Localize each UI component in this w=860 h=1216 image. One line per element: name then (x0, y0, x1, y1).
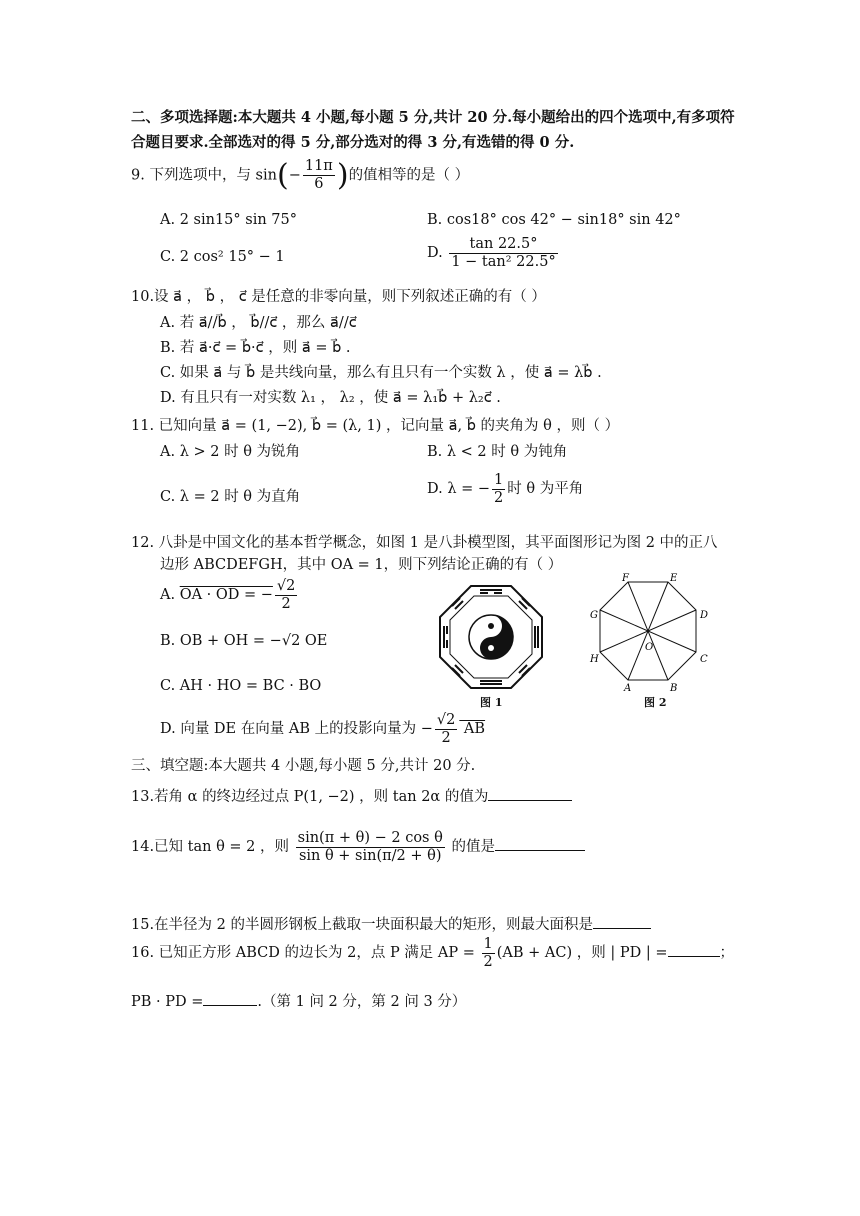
q16-half-fraction: $\frac{1}{2}$ (483, 936, 493, 970)
q9-option-b: B. cos18° cos 42° − sin18° sin 42° (427, 212, 681, 228)
q15-answer-blank[interactable] (593, 928, 651, 929)
question-15: 15.在半径为 2 的半圆形钢板上截取一块面积最大的矩形，则最大面积是 (131, 913, 651, 934)
figure-1-caption: 图 1 (480, 696, 503, 709)
q14-answer-blank[interactable] (495, 850, 585, 851)
question-11-stem: 11. 已知向量 a⃗ = (1, −2), b⃗ = (λ, 1) ，记向量 a⃗, b⃗ 的夹角为 θ ，则（ ） (131, 418, 620, 434)
q16-answer-blank-2[interactable] (203, 1005, 257, 1006)
bagua-image (438, 584, 544, 690)
figure-2-caption: 图 2 (644, 696, 667, 709)
q12-option-a-fraction: $\frac{√2}{2}$ (276, 578, 296, 612)
q11-option-c: C. λ = 2 时 θ 为直角 (160, 489, 301, 505)
q11-option-d-fraction: $\frac{1}{2}$ (494, 472, 504, 506)
question-13: 13.若角 α 的终边经过点 P(1, −2) ，则 tan 2α 的值为 (131, 785, 572, 806)
q11-option-a: A. λ > 2 时 θ 为锐角 (160, 444, 301, 460)
question-9-stem: 9. 下列选项中，与 sin(− $\frac{11\pi}{6}$ )的值相等的是（ ） (131, 158, 470, 193)
label-o: O (645, 642, 654, 653)
question-16-line2: PB · PD = .（第 1 问 2 分，第 2 问 3 分） (131, 994, 467, 1010)
q14-fraction: $\frac{\text{sin(π + θ) − 2 cos θ}}{\text{sin θ + sin(π/2 + θ)}}$ (297, 830, 443, 864)
q12-option-a: A. OA · OD = − $\frac{√2}{2}$ (160, 578, 296, 612)
q9-option-a: A. 2 sin15° sin 75° (160, 212, 297, 228)
q9-option-d: D. $\frac{\tan 22.5^\circ}{\text{1 − tan² 22.5°}}$ (427, 236, 556, 270)
q9-option-d-fraction: $\frac{\tan 22.5^\circ}{\text{1 − tan² 22.5°}}$ (451, 236, 556, 270)
q9-suffix: 的值相等的是（ ） (348, 167, 470, 184)
label-a: A (624, 683, 632, 694)
label-d: D (700, 610, 709, 621)
figure-2-octagon (584, 572, 714, 698)
q10-option-d: D. 有且只有一对实数 λ₁ ， λ₂ ，使 a⃗ = λ₁b⃗ + λ₂c⃗ . (160, 390, 501, 406)
q9-fraction: $\frac{11\pi}{6}$ (304, 158, 333, 192)
q10-option-c: C. 如果 a⃗ 与 b⃗ 是共线向量，那么有且只有一个实数 λ ，使 a⃗ = λb⃗ . (160, 365, 602, 381)
section3-header: 三、填空题:本大题共 4 小题,每小题 5 分,共计 20 分. (131, 758, 476, 774)
q16-answer-blank-1[interactable] (668, 956, 720, 957)
question-12-line2: 边形 ABCDEFGH，其中 OA = 1，则下列结论正确的有（ ） (160, 557, 563, 573)
octagon-diagram (584, 572, 714, 698)
q10-option-b: B. 若 a⃗·c⃗ = b⃗·c⃗ ，则 a⃗ = b⃗ . (160, 340, 351, 356)
label-f: F (622, 573, 629, 584)
question-16-line1: 16. 已知正方形 ABCD 的边长为 2，点 P 满足 AP = $\frac{1}{2}$ (AB + AC) ，则 | PD | = ； (131, 936, 734, 970)
label-g: G (590, 610, 598, 621)
q9-prefix: 9. 下列选项中，与 sin (131, 167, 277, 184)
q12-option-c: C. AH · HO = BC · BO (160, 678, 322, 694)
label-b: B (670, 683, 678, 694)
label-e: E (670, 573, 678, 584)
q12-option-b: B. OB + OH = −√2 OE (160, 633, 328, 649)
q12-option-d: D. 向量 DE 在向量 AB 上的投影向量为 − $\frac{√2}{2}$ AB (160, 712, 486, 746)
section2-header-line2: 合题目要求.全部选对的得 5 分,部分选对的得 3 分,有选错的得 0 分. (131, 134, 575, 151)
figure-1-bagua (438, 584, 544, 690)
q11-option-d: D. λ = − $\frac{1}{2}$ 时 θ 为平角 (427, 472, 584, 506)
question-12-line1: 12. 八卦是中国文化的基本哲学概念，如图 1 是八卦模型图，其平面图形记为图 2 中的正八 (131, 535, 718, 551)
label-h: H (590, 654, 599, 665)
label-c: C (700, 654, 708, 665)
section2-header-line1: 二、多项选择题:本大题共 4 小题,每小题 5 分,共计 20 分.每小题给出的四个选项中,有多项符 (131, 109, 735, 126)
q12-option-d-fraction: $\frac{√2}{2}$ (436, 712, 456, 746)
q10-option-a: A. 若 a⃗//b⃗ ， b⃗//c⃗ ，那么 a⃗//c⃗ (160, 315, 357, 331)
question-14: 14.已知 tan θ = 2 ，则 $\frac{\text{sin(π + θ) − 2 cos θ}}{\text{sin θ + sin(π/2 + θ)}}$ 的值是 (131, 830, 585, 864)
q9-option-c: C. 2 cos² 15° − 1 (160, 249, 285, 265)
q13-answer-blank[interactable] (488, 800, 572, 801)
question-10-stem: 10.设 a⃗ ， b⃗ ， c⃗ 是任意的非零向量，则下列叙述正确的有（ ） (131, 289, 546, 305)
q11-option-b: B. λ < 2 时 θ 为钝角 (427, 444, 568, 460)
